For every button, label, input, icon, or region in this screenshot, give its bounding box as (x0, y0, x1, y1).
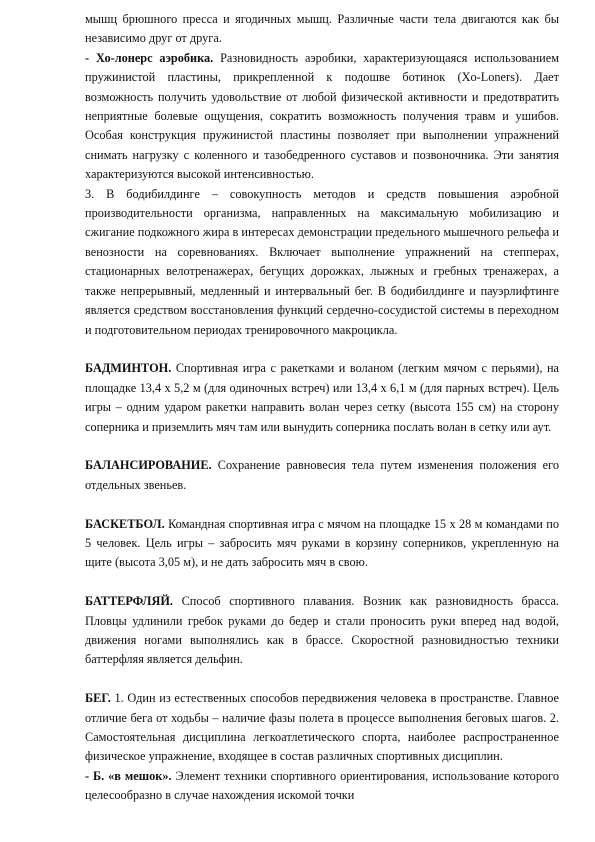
term-holoners: - Хо-лонерс аэробика. (85, 50, 214, 65)
entry-butterfly (85, 592, 559, 670)
paragraph-holoners (85, 49, 559, 185)
paragraph-intro: мышц брюшного пресса и ягодичных мышц. Различные части тела двигаются как бы независимо друг от друга. (85, 12, 559, 46)
entry-balance (85, 456, 559, 495)
term-run-bag: - Б. «в мешок». (85, 768, 172, 783)
entry-basketball (85, 515, 559, 573)
definition-holoners: Разновидность аэробики, характеризующаяся использованием пружинистой пластины, прикрепленной к подошве ботинок (Xo-Loners). Дает возможность получить удовольствие от любой физической активности и предотвратить неприятные болевые ощущения, сократить возможность получения травм и ушибов. Особая конструкция пружинистой пластины позволяет при выполнении упражнений снимать нагрузку с коленного и тазобедренного суставов и позвоночника. Эти занятия характеризуются высокой интенсивностью. (85, 50, 559, 182)
term-basketball: БАСКЕТБОЛ. (85, 516, 165, 531)
term-butterfly: БАТТЕРФЛЯЙ. (85, 594, 173, 609)
definition-basketball: Командная спортивная игра с мячом на площадке 15 х 28 м командами по 5 человек. Цель игры – забросить мяч руками в корзину соперников, укрепленную на щите (высота 3,05 м), и не дать забросить мяч в свою. (85, 516, 560, 570)
entry-run-bag (85, 767, 559, 806)
entry-badminton (85, 359, 559, 437)
entry-run (85, 689, 559, 767)
definition-run-bag: Элемент техники спортивного ориентирования, использование которого целесообразно в случае нахождения искомой точки (85, 768, 560, 803)
definition-run: 1. Один из естественных способов передвижения человека в пространстве. Главное отличие бега от ходьбы – наличие фазы полета в процессе выполнения беговых шагов. 2. Самостоятельная дисциплина легкоатлетического спорта, наиболее распространенное физическое упражнение, входящее в состав различных спортивных дисциплин. (85, 691, 560, 764)
spacer (85, 573, 559, 592)
spacer (85, 670, 559, 689)
definition-butterfly: Способ спортивного плавания. Возник как разновидность брасса. Пловцы удлинили гребок руками до бедер и стали проносить руки вперед над водой, движения ногами выполнялись как в брассе. Скоростной разновидностью техники баттерфляя является дельфин. (85, 594, 560, 667)
spacer (85, 340, 559, 359)
term-balance: БАЛАНСИРОВАНИЕ. (85, 458, 212, 473)
spacer (85, 495, 559, 514)
definition-badminton: Спортивная игра с ракетками и воланом (легким мячом с перьями), на площадке 13,4 х 5,2 м (для одиночных встреч) или 13,4 х 6,1 м (для парных встреч). Цель игры – одним ударом ракетки направить волан через сетку (высота 155 см) на сторону соперника и приземлить мяч там или вынудить соперника послать волан в сетку или аут. (85, 361, 560, 434)
spacer (85, 437, 559, 456)
term-run: БЕГ. (85, 691, 111, 706)
term-badminton: БАДМИНТОН. (85, 361, 172, 376)
document-page (85, 10, 559, 806)
definition-balance: Сохранение равновесия тела путем изменения положения его отдельных звеньев. (85, 458, 559, 492)
paragraph-bodybuilding: 3. В бодибилдинге – совокупность методов и средств повышения аэробной производительности организма, направленных на максимальную мобилизацию и сжигание подкожного жира в интересах демонстрации предельного мышечного рельефа и венозности на соревнованиях. Включает выполнение упражнений на степперах, стационарных велотренажерах, бегущих дорожках, лыжных и гребных тренажерах, а также непрерывный, медленный и интервальный бег. В бодибилдинге и пауэрлифтинге является средством восстановления функций сердечно-сосудистой системы в переходном и подготовительном периодах тренировочного макроцикла. (85, 186, 559, 337)
